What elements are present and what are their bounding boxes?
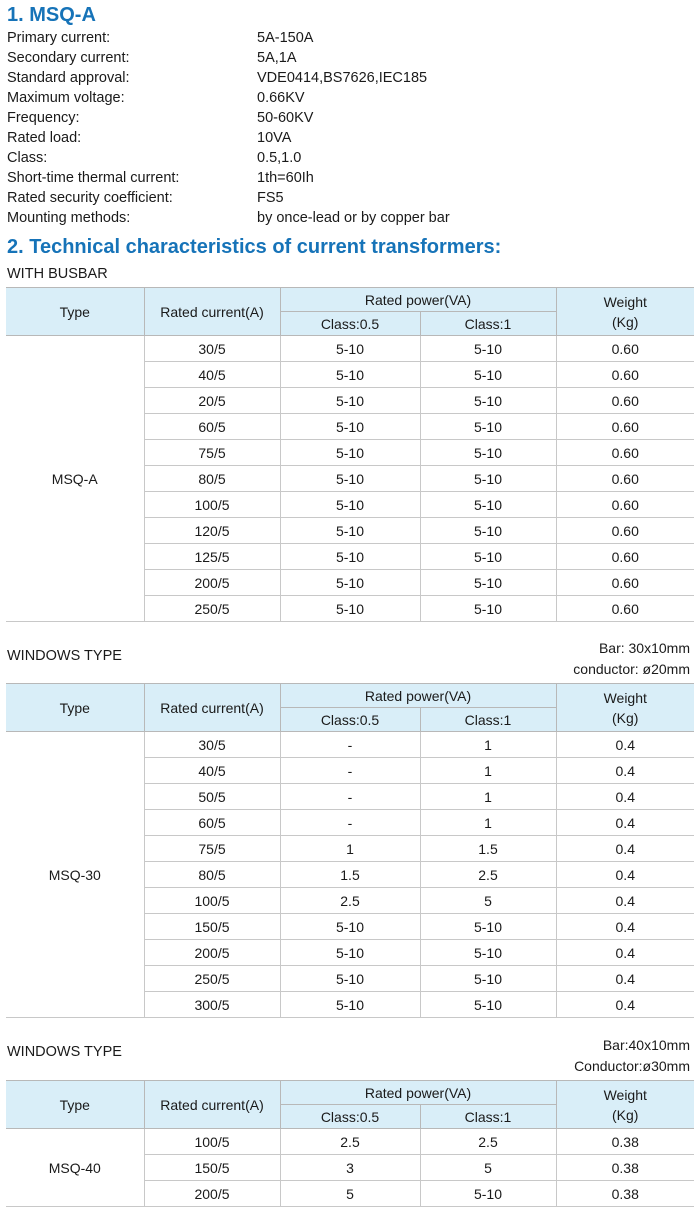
weight-cell: 0.4 bbox=[556, 966, 694, 992]
rated-current-cell: 30/5 bbox=[144, 732, 280, 758]
class-0-5-header: Class:0.5 bbox=[280, 1105, 420, 1129]
spec-value: 10VA bbox=[257, 130, 292, 146]
class-0-5-cell: 2.5 bbox=[280, 888, 420, 914]
weight-cell: 0.60 bbox=[556, 414, 694, 440]
table-header-row bbox=[6, 1081, 694, 1105]
class-1-cell: 5-10 bbox=[420, 336, 556, 362]
weight-cell: 0.60 bbox=[556, 596, 694, 622]
rated-current-cell: 300/5 bbox=[144, 992, 280, 1018]
rated-current-header: Rated current(A) bbox=[144, 288, 280, 336]
weight-cell: 0.4 bbox=[556, 784, 694, 810]
class-0-5-cell: - bbox=[280, 810, 420, 836]
conductor-size-note: conductor: ø20mm bbox=[573, 661, 690, 677]
spec-row bbox=[7, 148, 697, 168]
weight-cell: 0.4 bbox=[556, 888, 694, 914]
rated-current-header: Rated current(A) bbox=[144, 1081, 280, 1129]
class-0-5-cell: 5-10 bbox=[280, 466, 420, 492]
class-1-cell: 1.5 bbox=[420, 836, 556, 862]
rated-current-cell: 60/5 bbox=[144, 414, 280, 440]
weight-header bbox=[556, 684, 694, 732]
weight-cell: 0.4 bbox=[556, 940, 694, 966]
spec-row bbox=[7, 188, 697, 208]
class-0-5-cell: 5-10 bbox=[280, 440, 420, 466]
class-0-5-cell: 5-10 bbox=[280, 362, 420, 388]
bar-size-note: Bar: 30x10mm bbox=[598, 640, 690, 656]
weight-cell: 0.4 bbox=[556, 758, 694, 784]
weight-label: Weight bbox=[603, 689, 647, 706]
rated-current-cell: 100/5 bbox=[144, 1129, 280, 1155]
weight-label: Weight bbox=[603, 1086, 647, 1103]
class-1-cell: 5-10 bbox=[420, 414, 556, 440]
class-1-cell: 1 bbox=[420, 732, 556, 758]
rated-power-header: Rated power(VA) bbox=[280, 684, 556, 708]
spec-label: Rated security coefficient: bbox=[7, 190, 173, 206]
spec-value: 1th=60Ih bbox=[257, 170, 314, 186]
table-header-row bbox=[6, 684, 694, 708]
class-1-cell: 5-10 bbox=[420, 362, 556, 388]
rated-current-cell: 80/5 bbox=[144, 466, 280, 492]
class-0-5-cell: - bbox=[280, 758, 420, 784]
spec-label: Standard approval: bbox=[7, 70, 130, 86]
spec-value: 50-60KV bbox=[257, 110, 314, 126]
class-1-cell: 5-10 bbox=[420, 1181, 556, 1207]
rated-current-cell: 200/5 bbox=[144, 940, 280, 966]
rated-current-cell: 250/5 bbox=[144, 966, 280, 992]
spec-row bbox=[7, 208, 697, 228]
spec-list bbox=[7, 28, 697, 228]
table-3-title: WINDOWS TYPE bbox=[7, 1044, 122, 1060]
spec-label: Class: bbox=[7, 150, 48, 166]
class-1-cell: 5-10 bbox=[420, 992, 556, 1018]
class-1-cell: 2.5 bbox=[420, 862, 556, 888]
weight-header bbox=[556, 288, 694, 336]
class-1-header: Class:1 bbox=[420, 1105, 556, 1129]
class-0-5-cell: - bbox=[280, 732, 420, 758]
rated-current-cell: 60/5 bbox=[144, 810, 280, 836]
class-1-cell: 5-10 bbox=[420, 570, 556, 596]
table-row bbox=[6, 336, 694, 362]
msq-40-table bbox=[6, 1080, 694, 1207]
rated-current-cell: 40/5 bbox=[144, 362, 280, 388]
weight-cell: 0.4 bbox=[556, 914, 694, 940]
weight-unit: (Kg) bbox=[612, 1106, 639, 1123]
spec-row bbox=[7, 168, 697, 188]
spec-value: 5A-150A bbox=[257, 30, 314, 46]
class-1-header: Class:1 bbox=[420, 312, 556, 336]
rated-current-cell: 250/5 bbox=[144, 596, 280, 622]
class-0-5-header: Class:0.5 bbox=[280, 312, 420, 336]
spec-row bbox=[7, 28, 697, 48]
class-1-cell: 5-10 bbox=[420, 492, 556, 518]
table-header-row bbox=[6, 288, 694, 312]
rated-power-header: Rated power(VA) bbox=[280, 1081, 556, 1105]
class-0-5-cell: 5-10 bbox=[280, 518, 420, 544]
spec-value: 0.66KV bbox=[257, 90, 305, 106]
rated-current-cell: 80/5 bbox=[144, 862, 280, 888]
weight-cell: 0.60 bbox=[556, 362, 694, 388]
spec-label: Mounting methods: bbox=[7, 210, 131, 226]
class-1-cell: 1 bbox=[420, 758, 556, 784]
weight-label: Weight bbox=[603, 293, 647, 310]
class-0-5-cell: 5-10 bbox=[280, 914, 420, 940]
weight-cell: 0.4 bbox=[556, 732, 694, 758]
table-row bbox=[6, 732, 694, 758]
rated-current-cell: 75/5 bbox=[144, 836, 280, 862]
class-0-5-cell: 5-10 bbox=[280, 940, 420, 966]
class-0-5-cell: 1.5 bbox=[280, 862, 420, 888]
rated-current-header: Rated current(A) bbox=[144, 684, 280, 732]
weight-cell: 0.38 bbox=[556, 1181, 694, 1207]
rated-power-header: Rated power(VA) bbox=[280, 288, 556, 312]
spec-label: Maximum voltage: bbox=[7, 90, 125, 106]
spec-row bbox=[7, 48, 697, 68]
rated-current-cell: 200/5 bbox=[144, 1181, 280, 1207]
type-header: Type bbox=[6, 684, 144, 732]
weight-cell: 0.60 bbox=[556, 544, 694, 570]
spec-row bbox=[7, 108, 697, 128]
rated-current-cell: 100/5 bbox=[144, 888, 280, 914]
weight-cell: 0.4 bbox=[556, 992, 694, 1018]
weight-cell: 0.38 bbox=[556, 1155, 694, 1181]
rated-current-cell: 20/5 bbox=[144, 388, 280, 414]
rated-current-cell: 30/5 bbox=[144, 336, 280, 362]
class-1-cell: 5-10 bbox=[420, 596, 556, 622]
class-1-cell: 5-10 bbox=[420, 544, 556, 570]
rated-current-cell: 50/5 bbox=[144, 784, 280, 810]
class-0-5-cell: 5-10 bbox=[280, 570, 420, 596]
class-1-cell: 5-10 bbox=[420, 440, 556, 466]
spec-label: Rated load: bbox=[7, 130, 82, 146]
class-1-cell: 1 bbox=[420, 810, 556, 836]
class-0-5-cell: 5-10 bbox=[280, 492, 420, 518]
spec-label: Secondary current: bbox=[7, 50, 130, 66]
class-1-cell: 5-10 bbox=[420, 466, 556, 492]
weight-unit: (Kg) bbox=[612, 313, 639, 330]
class-0-5-cell: 5-10 bbox=[280, 992, 420, 1018]
section-1-title: 1. MSQ-A bbox=[7, 4, 96, 26]
spec-label: Frequency: bbox=[7, 110, 80, 126]
spec-value: by once-lead or by copper bar bbox=[257, 210, 450, 226]
class-1-cell: 5-10 bbox=[420, 914, 556, 940]
class-1-cell: 2.5 bbox=[420, 1129, 556, 1155]
rated-current-cell: 200/5 bbox=[144, 570, 280, 596]
spec-value: VDE0414,BS7626,IEC185 bbox=[257, 70, 428, 86]
weight-unit: (Kg) bbox=[612, 709, 639, 726]
class-1-cell: 5-10 bbox=[420, 940, 556, 966]
type-cell: MSQ-30 bbox=[6, 732, 144, 1018]
class-0-5-cell: 2.5 bbox=[280, 1129, 420, 1155]
type-header: Type bbox=[6, 288, 144, 336]
table-2-note bbox=[573, 638, 690, 680]
weight-cell: 0.4 bbox=[556, 836, 694, 862]
class-0-5-header: Class:0.5 bbox=[280, 708, 420, 732]
weight-cell: 0.60 bbox=[556, 466, 694, 492]
spec-value: 5A,1A bbox=[257, 50, 297, 66]
type-cell: MSQ-40 bbox=[6, 1129, 144, 1207]
rated-current-cell: 120/5 bbox=[144, 518, 280, 544]
msq-30-table bbox=[6, 683, 694, 1018]
class-1-cell: 5-10 bbox=[420, 966, 556, 992]
spec-row bbox=[7, 88, 697, 108]
class-0-5-cell: 5-10 bbox=[280, 388, 420, 414]
rated-current-cell: 125/5 bbox=[144, 544, 280, 570]
type-cell: MSQ-A bbox=[6, 336, 144, 622]
class-0-5-cell: 3 bbox=[280, 1155, 420, 1181]
class-0-5-cell: 5-10 bbox=[280, 966, 420, 992]
weight-cell: 0.38 bbox=[556, 1129, 694, 1155]
table-1-title: WITH BUSBAR bbox=[7, 266, 108, 282]
spec-value: 0.5,1.0 bbox=[257, 150, 302, 166]
class-0-5-cell: 5 bbox=[280, 1181, 420, 1207]
rated-current-cell: 75/5 bbox=[144, 440, 280, 466]
class-0-5-cell: 1 bbox=[280, 836, 420, 862]
weight-cell: 0.60 bbox=[556, 518, 694, 544]
weight-cell: 0.4 bbox=[556, 862, 694, 888]
busbar-table bbox=[6, 287, 694, 622]
class-0-5-cell: - bbox=[280, 784, 420, 810]
class-1-cell: 5 bbox=[420, 1155, 556, 1181]
conductor-size-note: Conductor:ø30mm bbox=[574, 1058, 690, 1074]
weight-cell: 0.60 bbox=[556, 492, 694, 518]
bar-size-note: Bar:40x10mm bbox=[602, 1037, 690, 1053]
table-3-note bbox=[574, 1035, 690, 1077]
rated-current-cell: 150/5 bbox=[144, 1155, 280, 1181]
rated-current-cell: 100/5 bbox=[144, 492, 280, 518]
class-0-5-cell: 5-10 bbox=[280, 414, 420, 440]
spec-label: Short-time thermal current: bbox=[7, 170, 180, 186]
class-1-cell: 5-10 bbox=[420, 388, 556, 414]
class-1-cell: 5 bbox=[420, 888, 556, 914]
rated-current-cell: 40/5 bbox=[144, 758, 280, 784]
class-0-5-cell: 5-10 bbox=[280, 596, 420, 622]
weight-cell: 0.60 bbox=[556, 440, 694, 466]
class-1-header: Class:1 bbox=[420, 708, 556, 732]
table-2-title: WINDOWS TYPE bbox=[7, 648, 122, 664]
class-0-5-cell: 5-10 bbox=[280, 544, 420, 570]
rated-current-cell: 150/5 bbox=[144, 914, 280, 940]
table-row bbox=[6, 1129, 694, 1155]
spec-label: Primary current: bbox=[7, 30, 111, 46]
spec-value: FS5 bbox=[257, 190, 284, 206]
class-1-cell: 5-10 bbox=[420, 518, 556, 544]
class-1-cell: 1 bbox=[420, 784, 556, 810]
section-2-title: 2. Technical characteristics of current transformers: bbox=[7, 236, 502, 258]
spec-row bbox=[7, 128, 697, 148]
weight-cell: 0.60 bbox=[556, 388, 694, 414]
weight-cell: 0.60 bbox=[556, 570, 694, 596]
spec-row bbox=[7, 68, 697, 88]
type-header: Type bbox=[6, 1081, 144, 1129]
weight-cell: 0.60 bbox=[556, 336, 694, 362]
class-0-5-cell: 5-10 bbox=[280, 336, 420, 362]
weight-cell: 0.4 bbox=[556, 810, 694, 836]
weight-header bbox=[556, 1081, 694, 1129]
